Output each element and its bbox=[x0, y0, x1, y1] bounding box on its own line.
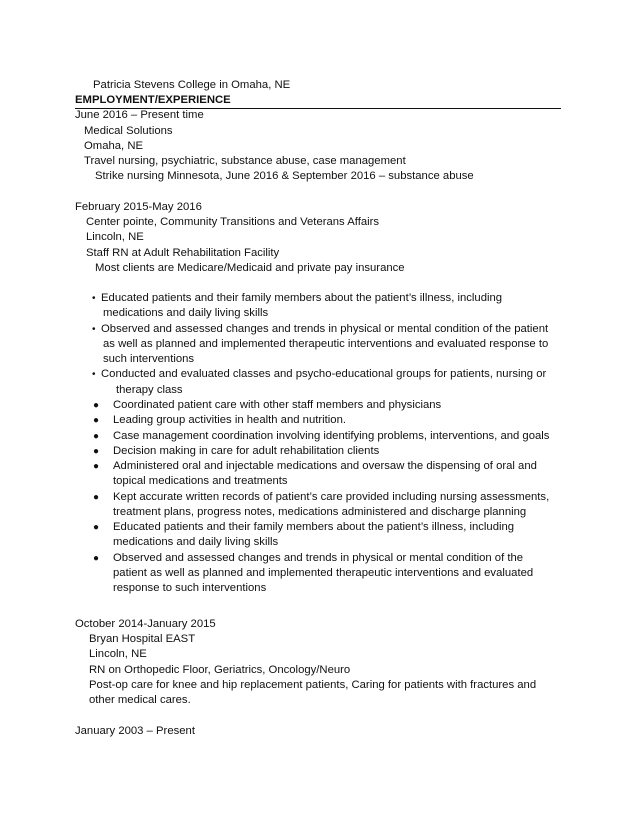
bullet-text-line: medications and daily living skills bbox=[113, 536, 279, 549]
job-detail: Most clients are Medicare/Medicaid and private pay insurance bbox=[95, 262, 405, 274]
job-detail-line: Post-op care for knee and hip replacement patients, Caring for patients with fractures and bbox=[89, 679, 537, 691]
job-dates: October 2014-January 2015 bbox=[75, 618, 216, 630]
bullet-text-line: Observed and assessed changes and trends in physical or mental condition of the patient bbox=[101, 322, 549, 335]
bullet-text-line: patient as well as planned and implemented therapeutic interventions and evaluated bbox=[113, 566, 534, 579]
section-heading-employment: EMPLOYMENT/EXPERIENCE bbox=[75, 93, 561, 109]
job-dates: June 2016 – Present time bbox=[75, 109, 204, 121]
bullet-marker: ● bbox=[93, 552, 100, 564]
bullet-text-line: treatment plans, progress notes, medications administered and discharge planning bbox=[113, 505, 527, 518]
bullet-marker: ● bbox=[93, 430, 100, 442]
job-employer: Center pointe, Community Transitions and Veterans Affairs bbox=[86, 216, 380, 228]
bullet-text-line: Leading group activities in health and nutrition. bbox=[113, 414, 346, 427]
bullet-marker: ● bbox=[93, 445, 100, 457]
bullet-marker: ● bbox=[93, 415, 100, 427]
bullet-text-line: response to such interventions bbox=[113, 582, 267, 594]
job-location: Omaha, NE bbox=[84, 140, 144, 152]
bullet-text-line: Conducted and evaluated classes and psycho-educational groups for patients, nursing or bbox=[101, 368, 547, 381]
bullet-text-line: Observed and assessed changes and trends in physical or mental condition of the bbox=[113, 551, 524, 564]
bullet-marker: ● bbox=[93, 522, 100, 533]
bullet-text-line: Educated patients and their family members about the patient’s illness, including bbox=[101, 292, 503, 304]
job-employer: Bryan Hospital EAST bbox=[89, 633, 196, 645]
bullet-text-line: Educated patients and their family members about the patient’s illness, including bbox=[113, 521, 515, 533]
bullet-marker: ● bbox=[93, 491, 100, 503]
bullet-marker: ● bbox=[93, 400, 100, 411]
bullet-marker: ● bbox=[93, 461, 100, 472]
job-employer: Medical Solutions bbox=[84, 125, 173, 137]
job-dates: January 2003 – Present bbox=[75, 725, 195, 737]
job-dates: February 2015-May 2016 bbox=[75, 201, 202, 213]
job-role: RN on Orthopedic Floor, Geriatrics, Oncology/Neuro bbox=[89, 664, 351, 676]
bullet-text-line: medications and daily living skills bbox=[103, 307, 269, 320]
job-role: Travel nursing, psychiatric, substance abuse, case management bbox=[84, 155, 406, 167]
job-detail-line: other medical cares. bbox=[89, 694, 191, 706]
education-school: Patricia Stevens College in Omaha, NE bbox=[93, 79, 291, 91]
bullet-text-line: topical medications and treatments bbox=[113, 475, 288, 488]
bullet-text-line: as well as planned and implemented therapeutic interventions and evaluated response to bbox=[103, 337, 549, 350]
bullet-text-line: Case management coordination involving identifying problems, interventions, and goals bbox=[113, 429, 550, 442]
bullet-text-line: Decision making in care for adult rehabilitation clients bbox=[113, 444, 380, 457]
bullet-text-line: Coordinated patient care with other staff members and physicians bbox=[113, 399, 442, 411]
bullet-marker: • bbox=[92, 369, 96, 381]
job-role: Staff RN at Adult Rehabilitation Facility bbox=[86, 247, 280, 259]
bullet-text-line: Kept accurate written records of patient’s care provided including nursing assessments, bbox=[113, 490, 550, 503]
bullet-text-line: therapy class bbox=[116, 383, 183, 396]
job-location: Lincoln, NE bbox=[89, 648, 147, 660]
job-detail: Strike nursing Minnesota, June 2016 & September 2016 – substance abuse bbox=[95, 170, 474, 182]
bullet-text-line: Administered oral and injectable medications and oversaw the dispensing of oral and bbox=[113, 460, 537, 472]
bullet-marker: • bbox=[92, 293, 96, 304]
bullet-marker: • bbox=[92, 323, 96, 335]
job-location: Lincoln, NE bbox=[86, 231, 144, 243]
bullet-text-line: such interventions bbox=[103, 353, 195, 365]
